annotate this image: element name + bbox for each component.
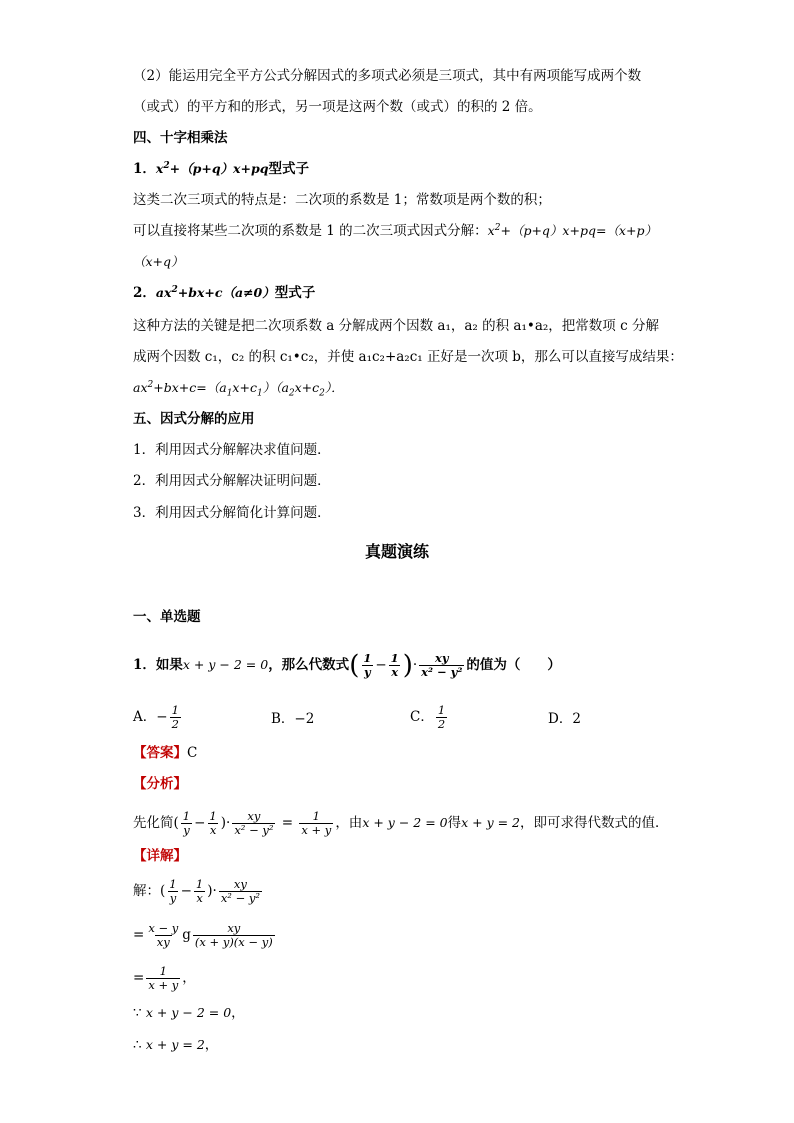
apply-item-1: 1．利用因式分解解决求值问题． bbox=[133, 442, 331, 458]
section-heading-cross: 四、十字相乘法 bbox=[133, 130, 228, 146]
detail-label: 【详解】 bbox=[133, 848, 187, 864]
desc-line-3: 这种方法的关键是把二次项系数 a 分解成两个因数 a₁，a₂ 的积 a₁•a₂，把常数项 c 分解 bbox=[133, 318, 659, 334]
desc-line-4: 成两个因数 c₁，c₂ 的积 c₁•c₂，并使 a₁c₂+a₂c₁ 正好是一次项 b，那么可以直接写成结果： bbox=[133, 349, 683, 365]
apply-item-3: 3．利用因式分解简化计算问题． bbox=[133, 505, 331, 521]
apply-item-2: 2．利用因式分解解决证明问题． bbox=[133, 473, 331, 489]
desc-line-2b: （x+q） bbox=[133, 254, 184, 269]
solution-step-2: = $\frac{x - y}{xy}$ g $\frac{xy}{(x + y)(x - y)}$ bbox=[133, 921, 273, 949]
answer-line bbox=[133, 743, 197, 763]
option-c[interactable]: C． $\frac{1}{2}$ bbox=[410, 703, 446, 731]
subheading-1: 1．$x^2+(p+q)x+pq$型式子 bbox=[133, 160, 309, 177]
solution-step-5: ∴ x + y = 2， bbox=[133, 1037, 219, 1053]
option-a[interactable]: A．− $\frac{1}{2}$ bbox=[133, 703, 179, 731]
analysis-label: 【分析】 bbox=[133, 776, 187, 792]
formula-result: $ax^2+bx+c=(a_1x+c_1)(a_2x+c_2)$． bbox=[133, 379, 344, 399]
solution-step-3: = $\frac{1}{x + y}$ ， bbox=[133, 964, 196, 992]
option-b[interactable]: B．−2 bbox=[271, 711, 315, 727]
sec3-line1: （2）能运用完全平方公式分解因式的多项式必须是三项式，其中有两项能写成两个数 bbox=[133, 68, 642, 84]
answer-value: C bbox=[187, 745, 198, 761]
formula-x2pq: $x^2+(p+q)x+pq$ bbox=[155, 160, 269, 176]
desc-line-1: 这类二次三项式的特点是：二次项的系数是 1；常数项是两个数的积； bbox=[133, 192, 551, 208]
solution-step-1: 解：( $\frac{1}{y}$ − $\frac{1}{x}$ )· $\frac{xy}{\text{x² − y²}}$ bbox=[133, 877, 260, 905]
answer-label: 【答案】 bbox=[133, 745, 187, 761]
section-title: 真题演练 bbox=[364, 542, 429, 561]
subheading-2: 2．$ax^2+bx+c(a\ne 0)$型式子 bbox=[133, 284, 316, 301]
question-1: 1．如果x + y − 2 = 0，那么代数式( $\frac{1}{y}$ − $\frac{1}{x}$ )· $\frac{xy}{\text{x² − y²}}$ 的值为（ ） bbox=[133, 650, 561, 681]
option-d[interactable]: D．2 bbox=[548, 711, 581, 727]
part-heading-single-choice: 一、单选题 bbox=[133, 609, 201, 625]
formula-ax2bxc: $ax^2+bx+c(a\ne 0)$ bbox=[155, 284, 275, 300]
section-heading-apply: 五、因式分解的应用 bbox=[133, 411, 255, 427]
solution-step-4: ∵ x + y − 2 = 0， bbox=[133, 1005, 245, 1021]
formula-factor: $x^2+(p+q)x+pq=(x+p)$ bbox=[487, 222, 657, 238]
desc-line-2: 可以直接将某些二次项的系数是 1 的二次三项式因式分解：$x^2+(p+q)x+pq=(x+p)$ bbox=[133, 222, 657, 239]
analysis-line: 先化简( $\frac{1}{y}$ − $\frac{1}{x}$ )· $\frac{xy}{\text{x² − y²}}$ = $\frac{1}{x + y}$ ，由x + y − 2 = 0得x + y = 2，即可求得代数式的值． bbox=[133, 809, 669, 837]
sec3-line2: （或式）的平方和的形式，另一项是这两个数（或式）的积的 2 倍。 bbox=[133, 99, 542, 115]
